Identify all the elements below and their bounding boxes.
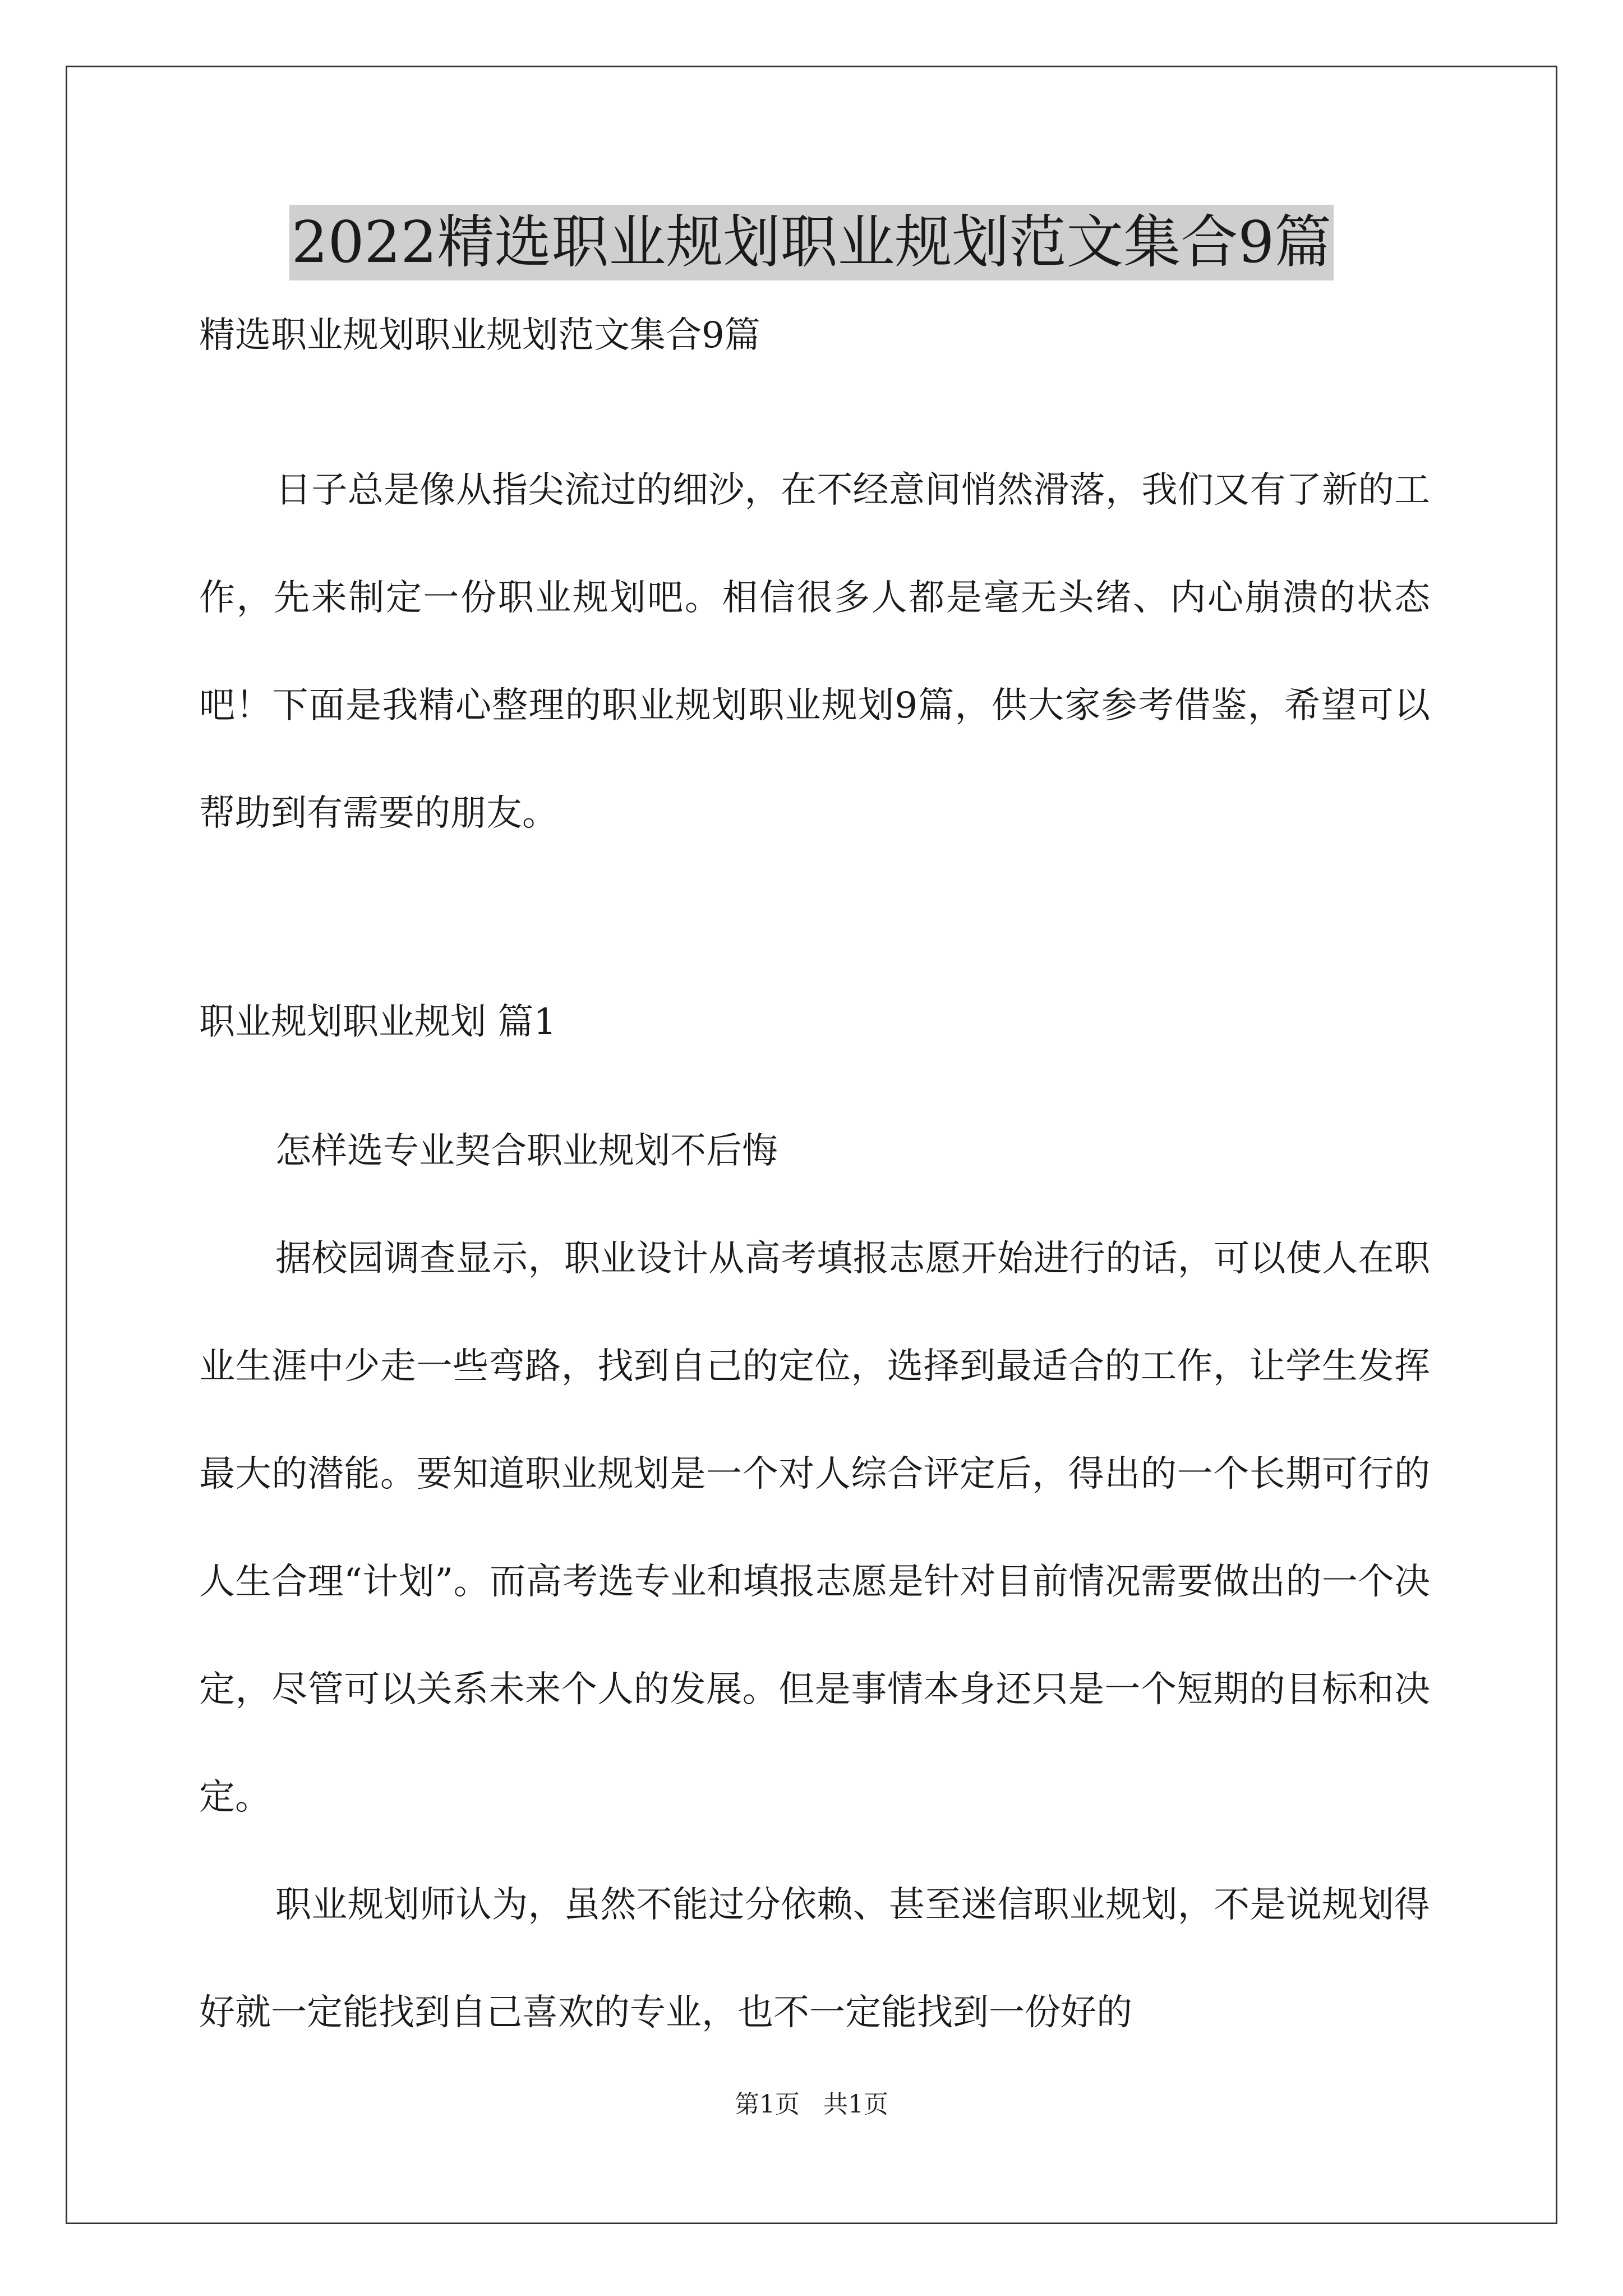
section-heading: 职业规划职业规划 篇1 — [199, 1001, 557, 1043]
intro-paragraph: 日子总是像从指尖流过的细沙，在不经意间悄然滑落，我们又有了新的工作，先来制定一份职业规划吧。相信很多人都是毫无头绪、内心崩溃的状态吧！下面是我精心整理的职业规划职业规划9篇，供大家参考借鉴，希望可以帮助到有需要的朋友。 — [199, 470, 1430, 834]
document-subtitle: 精选职业规划职业规划范文集合9篇 — [199, 315, 760, 356]
body-paragraph-2: 据校园调查显示，职业设计从高考填报志愿开始进行的话，可以使人在职业生涯中少走一些弯路，找到自己的定位，选择到最适合的工作，让学生发挥最大的潜能。要知道职业规划是一个对人综合评定后，得出的一个长期可行的人生合理“计划”。而高考选专业和填报志愿是针对目前情况需要做出的一个决定，尽管可以关系未来个人的发展。但是事情本身还只是一个短期的目标和决定。 — [199, 1238, 1430, 1818]
document-title-text: 2022精选职业规划职业规划范文集合9篇 — [289, 205, 1334, 280]
document-title — [0, 201, 1623, 285]
section-body — [199, 1097, 1430, 2067]
body-paragraph-1: 怎样选专业契合职业规划不后悔 — [275, 1130, 778, 1172]
intro-paragraph-block — [199, 436, 1430, 867]
body-paragraph-3: 职业规划师认为，虽然不能过分依赖、甚至迷信职业规划，不是说规划得好就一定能找到自己喜欢的专业，也不一定能找到一份好的 — [199, 1884, 1430, 2033]
page-footer: 第1页 共1页 — [735, 2090, 888, 2119]
